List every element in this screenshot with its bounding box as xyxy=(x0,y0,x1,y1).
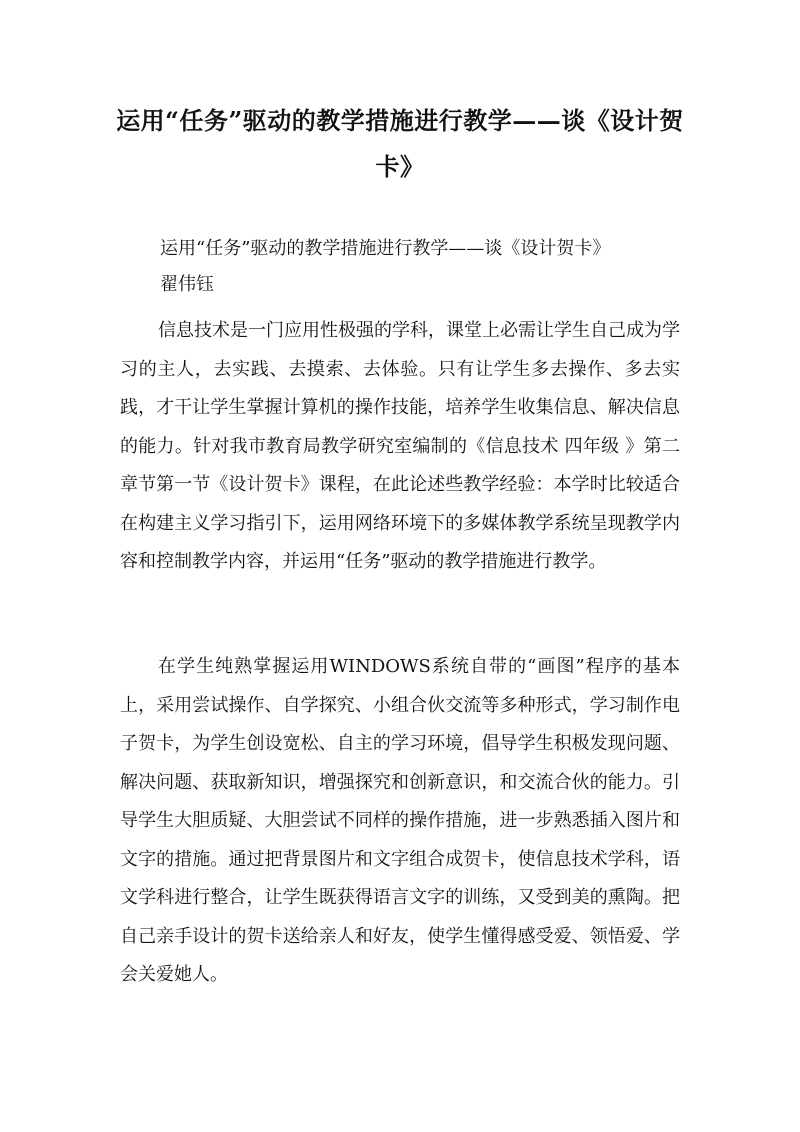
paragraph-2: 在学生纯熟掌握运用WINDOWS系统自带的“画图”程序的基本上，采用尝试操作、自学探究、小组合伙交流等多种形式，学习制作电子贺卡，为学生创设宽松、自主的学习环境，倡导学生积极发现问题、解决问题、获取新知识，增强探究和创新意识，和交流合伙的能力。引导学生大胆质疑、大胆尝试不同样的操作措施，进一步熟悉插入图片和文字的措施。通过把背景图片和文字组合成贺卡，使信息技术学科，语文学科进行整合，让学生既获得语言文字的训练，又受到美的熏陶。把自己亲手设计的贺卡送给亲人和好友，使学生懂得感受爱、领悟爱、学会关爱她人。 xyxy=(120,656,680,985)
document-title: 运用“任务”驱动的教学措施进行教学——谈《设计贺卡》 xyxy=(116,106,684,181)
paragraph-1: 信息技术是一门应用性极强的学科，课堂上必需让学生自己成为学习的主人，去实践、去摸索、去体验。只有让学生多去操作、多去实践，才干让学生掌握计算机的操作技能，培养学生收集信息、解决信息的能力。针对我市教育局教学研究室编制的《信息技术 四年级 》第二章节第一节《设计贺卡》课程，在此论述些教学经验：本学时比较适合在构建主义学习指引下，运用网络环境下的多媒体教学系统呈现教学内容和控制教学内容，并运用“任务”驱动的教学措施进行教学。 xyxy=(120,320,680,572)
document-subtitle: 运用“任务”驱动的教学措施进行教学——谈《设计贺卡》 xyxy=(160,238,611,259)
author-name: 翟伟钰 xyxy=(160,274,214,295)
